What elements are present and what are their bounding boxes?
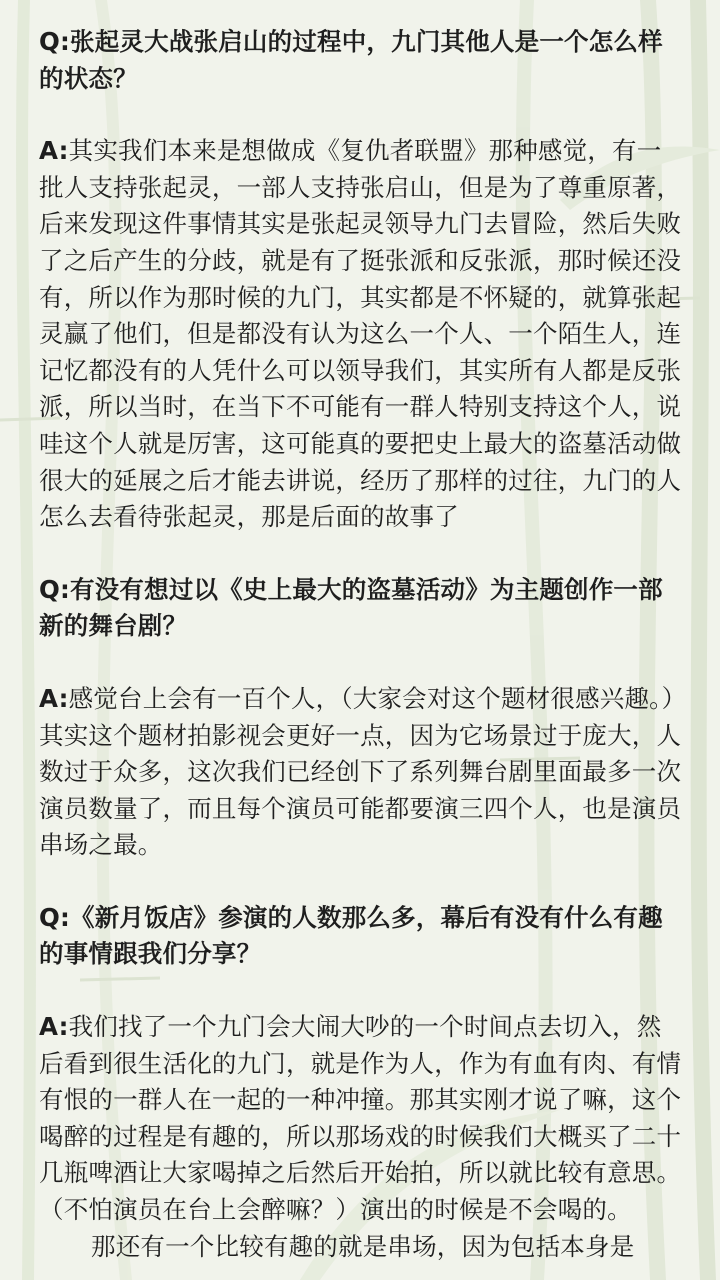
question-1	[39, 24, 685, 97]
article-body	[39, 24, 685, 1265]
answer-label: A:	[39, 683, 69, 713]
answer-label: A:	[39, 1012, 69, 1042]
answer-text: 感觉台上会有一百个人，（大家会对这个题材很感兴趣。）其实这个题材拍影视会更好一点，因为它场景过于庞大，人数过于众多，这次我们已经创下了系列舞台剧里面最多一次演员数量了，而且每个演员可能都要演三四个人，也是演员串场之最。	[39, 683, 682, 860]
question-label: Q:	[39, 27, 71, 56]
question-text: 《新月饭店》参演的人数那么多，幕后有没有什么有趣的事情跟我们分享？	[39, 902, 663, 969]
answer-text: 其实我们本来是想做成《复仇者联盟》那种感觉，有一批人支持张起灵，一部人支持张启山，但是为了尊重原著，后来发现这件事情其实是张起灵领导九门去冒险，然后失败了之后产生的分歧，就是有了挺张派和反张派，那时候还没有，所以作为那时候的九门，其实都是不怀疑的，就算张起灵赢了他们，但是都没有认为这么一个人、一个陌生人，连记忆都没有的人凭什么可以领导我们，其实所有人都是反张派，所以当时，在当下不可能有一群人特别支持这个人，说哇这个人就是厉害，这可能真的要把史上最大的盗墓活动做很大的延展之后才能去讲说，经历了那样的过往，九门的人怎么去看待张起灵，那是后面的故事了	[39, 136, 682, 532]
answer-3	[39, 1009, 685, 1229]
answer-text: 我们找了一个九门会大闹大吵的一个时间点去切入，然后看到很生活化的九门，就是作为人，作为有血有肉、有情有恨的一群人在一起的一种冲撞。那其实刚才说了嘛，这个喝醉的过程是有趣的，所以那场戏的时候我们大概买了二十几瓶啤酒让大家喝掉之后然后开始拍，所以就比较有意思。（不怕演员在台上会醉嘛？）演出的时候是不会喝的。	[39, 1012, 682, 1225]
answer-1	[39, 133, 685, 536]
trailing-paragraph: 那还有一个比较有趣的就是串场，因为包括本身是	[91, 1231, 635, 1261]
answer-2	[39, 681, 685, 864]
question-3	[39, 900, 685, 973]
question-text: 有没有想过以《史上最大的盗墓活动》为主题创作一部新的舞台剧？	[39, 574, 663, 641]
question-text: 张起灵大战张启山的过程中，九门其他人是一个怎么样的状态？	[39, 27, 663, 93]
answer-label: A:	[39, 136, 69, 166]
question-2	[39, 572, 685, 645]
question-label: Q:	[39, 574, 71, 604]
question-label: Q:	[39, 902, 71, 932]
